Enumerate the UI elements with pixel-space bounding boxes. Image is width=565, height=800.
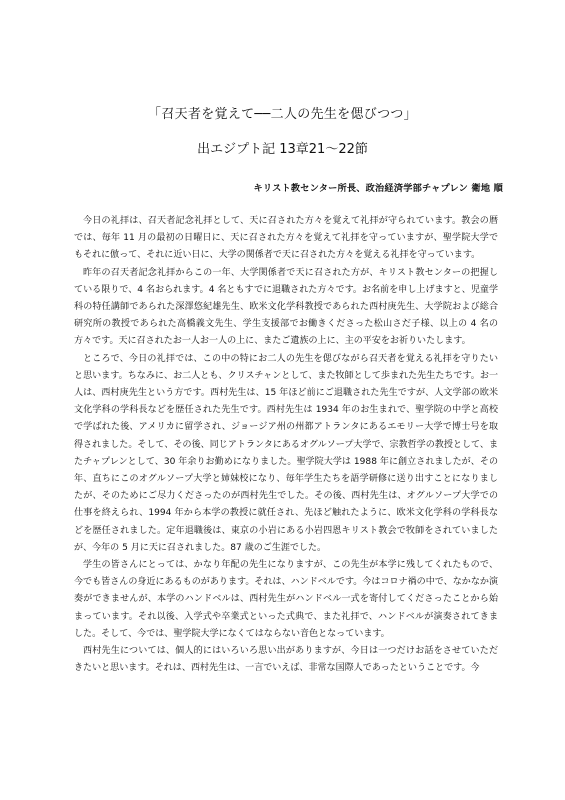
sermon-title: 「召天者を覚えて──二人の先生を偲びつつ」 <box>148 107 417 122</box>
paragraph: ところで、今日の礼拝では、この中の特にお二人の先生を偲びながら召天者を覚える礼拝を守りたいと思います。ちなみに、お二人とも、クリスチャンとして、また牧師として歩まれた先生たちです。お一人は、西村庚先生という方です。西村先生は、15 年ほど前にご退職された先生ですが、人文学部の欧米文化学科の学科長などを歴任された先生です。西村先生は 1934 年のお生まれで、聖学院の中学と高校で学ばれた後、アメリカに留学され、ジョージア州の州都アトランタにあるエモリー大学で博士号を取得されました。そして、その後、同じアトランタにあるオグルソープ大学で、宗教哲学の教授として、またチャプレンとして、30 年余りお勤めになりました。聖学院大学は 1988 年に創立されましたが、その年、直ちにこのオグルソープ大学と姉妹校になり、毎年学生たちを語学研修に送り出すことになりましたが、そのためにご尽力くださったのが西村先生でした。その後、西村先生は、オグルソープ大学での仕事を終えられ、1994 年から本学の教授に就任され、先ほど触れたように、欧米文化学科の学科長などを歴任されました。定年退職後は、東京の小岩にある小岩四恩キリスト教会で牧師をされていましたが、今年の 5 月に天に召されました。87 歳のご生涯でした。 <box>74 353 498 553</box>
paragraph: 学生の皆さんにとっては、かなり年配の先生になりますが、この先生が本学に残してくれたもので、今でも皆さんの身近にあるものがあります。それは、ハンドベルです。今はコロナ禍の中で、なかなか演奏ができませんが、本学のハンドベルは、西村先生がハンドベル一式を寄付してくださったことから始まっています。それ以後、入学式や卒業式といった式典で、また礼拝で、ハンドベルが演奏されてきました。そして、今では、聖学院大学になくてはならない音色となっています。 <box>74 560 498 639</box>
sermon-body <box>74 213 498 677</box>
author-line: キリスト教センター所長、政治経済学部チャプレン 衛地 順 <box>253 183 503 194</box>
paragraph: 西村先生については、個人的にはいろいろ思い出がありますが、今日は一つだけお話をさせていただきたいと思います。それは、西村先生は、一言でいえば、非常な国際人であったということです。今 <box>74 646 498 674</box>
paragraph: 今日の礼拝は、召天者記念礼拝として、天に召された方々を覚えて礼拝が守られています。教会の暦では、毎年 11 月の最初の日曜日に、天に召された方々を覚えて礼拝を守っていますが、聖学院大学でもそれに倣って、それに近い日に、大学の関係者で天に召された方々を覚える礼拝を守っています。 <box>74 216 498 261</box>
scripture-reference: 出エジプト記 13章21～22節 <box>197 142 368 157</box>
paragraph: 昨年の召天者記念礼拝からこの一年、大学関係者で天に召された方が、キリスト教センターの把握している限りで、4 名おられます。4 名ともすでに退職された方々です。お名前を申し上げますと、児童学科の特任講師であられた深澤悠紀雄先生、欧米文化学科教授であられた西村庚先生、大学院および総合研究所の教授であられた高橋義文先生、学生支援部でお働きくださった松山さだ子様、以上の 4 名の方々です。天に召されたお一人お一人の上に、またご遺族の上に、主の平安をお祈りいたします。 <box>74 267 498 347</box>
